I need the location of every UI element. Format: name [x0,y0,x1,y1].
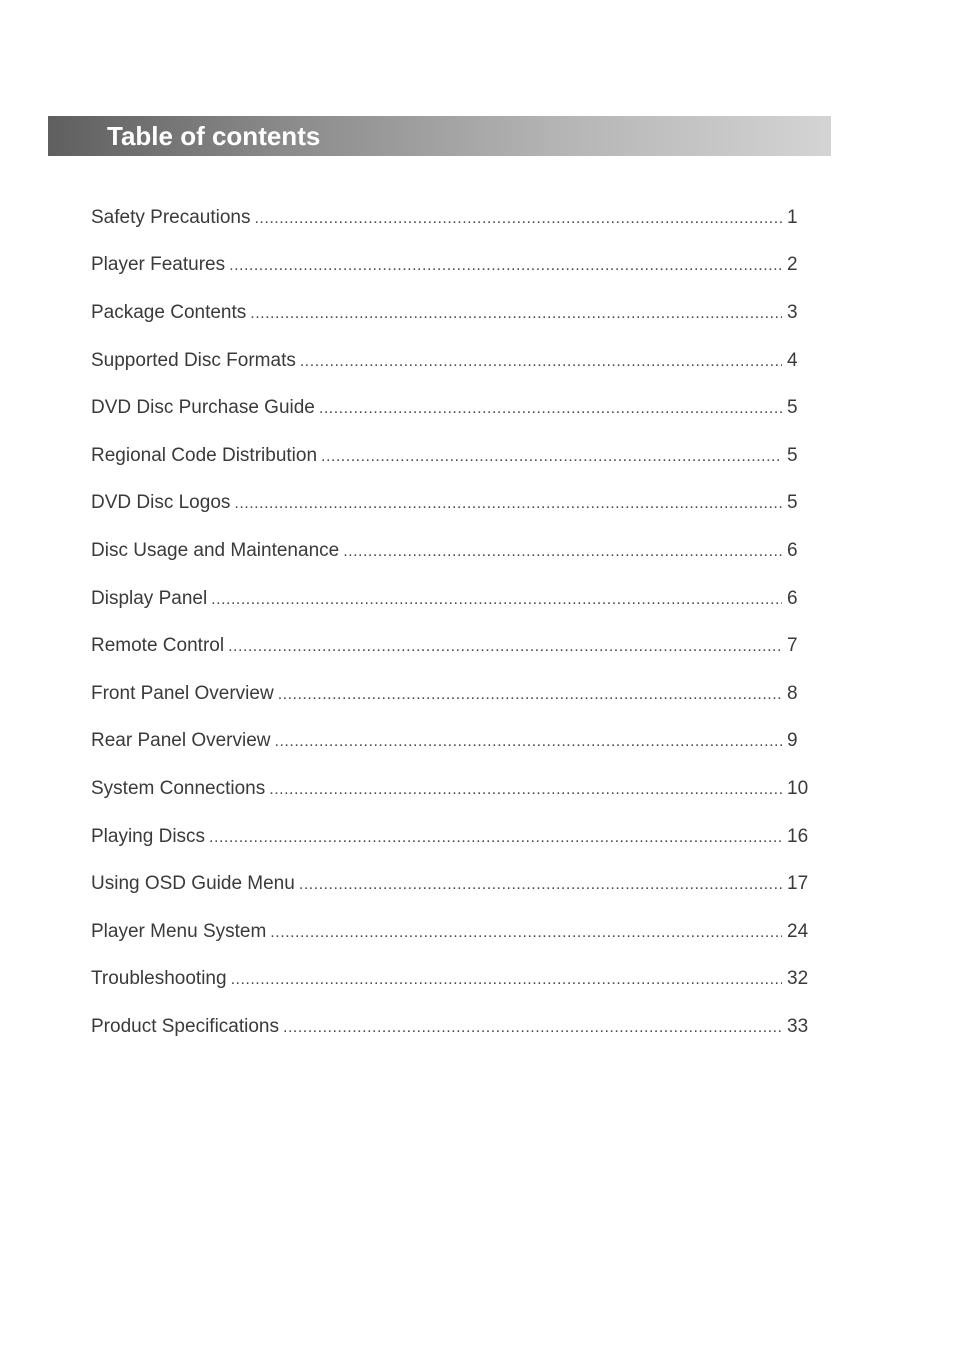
toc-page-number: 6 [787,539,798,561]
toc-page-number: 16 [787,825,809,847]
toc-list [91,194,817,1051]
toc-entry-title: Player Menu System [91,920,267,942]
toc-page-number: 24 [787,920,809,942]
toc-dot-leader [319,401,782,417]
toc-entry-player-menu-system[interactable] [91,908,817,956]
toc-dot-leader [231,972,782,988]
toc-entry-title: Supported Disc Formats [91,349,296,371]
toc-entry-title: Troubleshooting [91,968,227,990]
toc-entry-title: Playing Discs [91,825,206,847]
toc-entry-dvd-disc-logos[interactable] [91,480,817,528]
toc-entry-product-specifications[interactable] [91,1003,817,1051]
toc-entry-using-osd-guide-menu[interactable] [91,860,817,908]
toc-entry-title: System Connections [91,777,266,799]
toc-entry-title: Remote Control [91,635,225,657]
toc-dot-leader [254,211,782,227]
toc-dot-leader [275,734,782,750]
toc-dot-leader [343,544,782,560]
toc-dot-leader [300,354,782,370]
toc-entry-title: DVD Disc Purchase Guide [91,397,315,419]
toc-dot-leader [211,592,782,608]
toc-page-number: 32 [787,968,809,990]
toc-page-number: 8 [787,682,798,704]
toc-entry-front-panel-overview[interactable] [91,670,817,718]
toc-entry-title: Display Panel [91,587,208,609]
toc-entry-title: DVD Disc Logos [91,492,231,514]
toc-dot-leader [234,496,782,512]
page-title: Table of contents [107,121,321,151]
toc-page-number: 5 [787,444,798,466]
toc-page-number: 2 [787,254,798,276]
toc-entry-safety-precautions[interactable] [91,194,817,242]
toc-page-number: 3 [787,301,798,323]
toc-dot-leader [299,877,782,893]
toc-dot-leader [250,306,782,322]
toc-entry-display-panel[interactable] [91,575,817,623]
toc-dot-leader [228,639,782,655]
toc-page-number: 1 [787,206,798,228]
toc-dot-leader [321,449,782,465]
toc-entry-title: Package Contents [91,301,247,323]
toc-dot-leader [270,925,782,941]
toc-page-number: 7 [787,635,798,657]
toc-page-number: 5 [787,492,798,514]
toc-entry-disc-usage-and-maintenance[interactable] [91,527,817,575]
toc-entry-title: Disc Usage and Maintenance [91,539,340,561]
toc-dot-leader [209,830,782,846]
toc-page-number: 33 [787,1015,809,1037]
toc-entry-title: Safety Precautions [91,206,251,228]
toc-page-number: 6 [787,587,798,609]
toc-dot-leader [278,687,782,703]
toc-entry-remote-control[interactable] [91,622,817,670]
toc-dot-leader [283,1020,782,1036]
toc-entry-title: Product Specifications [91,1015,279,1037]
toc-entry-title: Using OSD Guide Menu [91,873,295,895]
toc-entry-title: Front Panel Overview [91,682,274,704]
toc-entry-package-contents[interactable] [91,289,817,337]
toc-entry-title: Regional Code Distribution [91,444,318,466]
toc-entry-dvd-disc-purchase-guide[interactable] [91,384,817,432]
toc-entry-troubleshooting[interactable] [91,956,817,1004]
header-bar [48,116,831,156]
toc-dot-leader [269,782,782,798]
toc-page-number: 5 [787,397,798,419]
toc-entry-system-connections[interactable] [91,765,817,813]
toc-page-number: 17 [787,873,809,895]
toc-entry-player-features[interactable] [91,242,817,290]
toc-entry-title: Rear Panel Overview [91,730,271,752]
toc-dot-leader [229,258,782,274]
toc-entry-playing-discs[interactable] [91,813,817,861]
toc-entry-rear-panel-overview[interactable] [91,718,817,766]
toc-page-number: 9 [787,730,798,752]
toc-page-number: 10 [787,777,809,799]
toc-entry-supported-disc-formats[interactable] [91,337,817,385]
toc-entry-regional-code-distribution[interactable] [91,432,817,480]
toc-entry-title: Player Features [91,254,226,276]
toc-page-number: 4 [787,349,798,371]
